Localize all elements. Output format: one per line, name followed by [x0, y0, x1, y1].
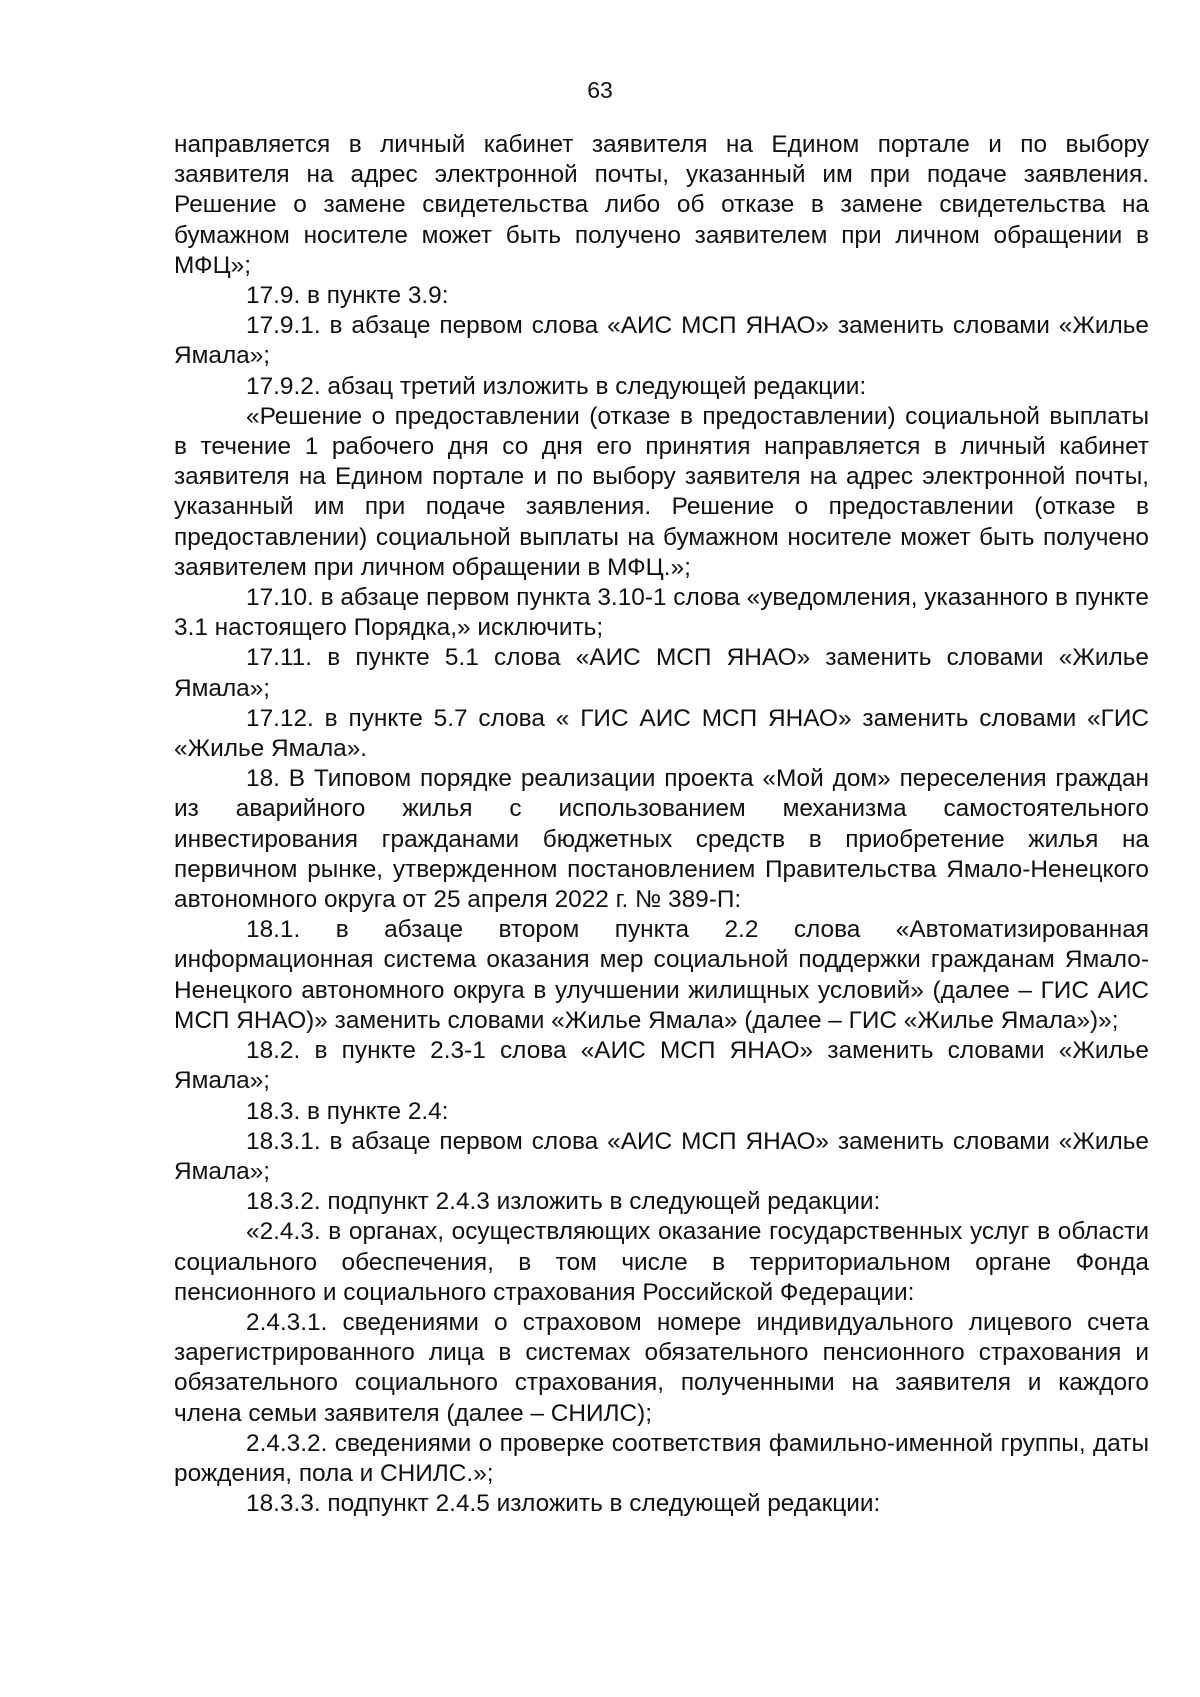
paragraph-17-11: 17.11. в пункте 5.1 слова «АИС МСП ЯНАО» заменить словами «Жилье Ямала»; — [174, 644, 1149, 702]
paragraph-18-3-2: 18.3.2. подпункт 2.4.3 изложить в следующей редакции: — [246, 1188, 881, 1216]
paragraph-17-9-1: 17.9.1. в абзаце первом слова «АИС МСП ЯНАО» заменить словами «Жилье Ямала»; — [174, 312, 1149, 370]
paragraph-2-4-3-1: 2.4.3.1. сведениями о страховом номере индивидуального лицевого счета зарегистрированного лица в системах обязательного пенсионного страхования и обязательного социального страхования, полученными на заявителя и каждого члена семьи заявителя (далее – СНИЛС); — [174, 1308, 1149, 1427]
paragraph-17-10: 17.10. в абзаце первом пункта 3.10-1 слова «уведомления, указанного в пункте 3.1 настоящего Порядка,» исключить; — [174, 584, 1149, 642]
page-number: 63 — [587, 77, 613, 103]
paragraph-17-9-2: 17.9.2. абзац третий изложить в следующей редакции: — [246, 372, 867, 400]
paragraph-2-4-3-2: 2.4.3.2. сведениями о проверке соответствия фамильно-именной группы, даты рождения, пола и СНИЛС.»; — [174, 1429, 1149, 1487]
document-body — [174, 130, 1149, 1519]
paragraph-18-3-1: 18.3.1. в абзаце первом слова «АИС МСП ЯНАО» заменить словами «Жилье Ямала»; — [174, 1127, 1149, 1185]
paragraph-18: 18. В Типовом порядке реализации проекта «Мой дом» переселения граждан из аварийного жилья с использованием механизма самостоятельного инвестирования гражданами бюджетных средств в приобретение жилья на первичном рынке, утвержденном постановлением Правительства Ямало-Ненецкого автономного округа от 25 апреля 2022 г. № 389-П: — [174, 765, 1149, 914]
paragraph-18-3: 18.3. в пункте 2.4: — [246, 1097, 449, 1125]
paragraph-17-12: 17.12. в пункте 5.7 слова « ГИС АИС МСП ЯНАО» заменить словами «ГИС «Жилье Ямала». — [174, 704, 1149, 763]
paragraph-17-9: 17.9. в пункте 3.9: — [246, 282, 449, 310]
paragraph-quoted-decision: «Решение о предоставлении (отказе в предоставлении) социальной выплаты в течение 1 рабочего дня со дня его принятия направляется в личный кабинет заявителя на Едином портале и по выбору заявителя на адрес электронной почты, указанный им при подаче заявления. Решение о предоставлении (отказе в предоставлении) социальной выплаты на бумажном носителе может быть получено заявителем при личном обращении в МФЦ.»; — [174, 402, 1149, 581]
paragraph-18-1: 18.1. в абзаце втором пункта 2.2 слова «Автоматизированная информационная система оказания мер социальной поддержки гражданам Ямало-Ненецкого автономного округа в улучшении жилищных условий» (далее – ГИС АИС МСП ЯНАО)» заменить словами «Жилье Ямала» (далее – ГИС «Жилье Ямала»)»; — [174, 916, 1149, 1034]
paragraph-2-4-3: «2.4.3. в органах, осуществляющих оказание государственных услуг в области социального обеспечения, в том числе в территориальном органе Фонда пенсионного и социального страхования Российской Федерации: — [174, 1218, 1149, 1306]
paragraph-continuation: направляется в личный кабинет заявителя на Едином портале и по выбору заявителя на адрес электронной почты, указанный им при подаче заявления. Решение о замене свидетельства либо об отказе в замене свидетельства на бумажном носителе может быть получено заявителем при личном обращении в МФЦ»; — [174, 131, 1149, 279]
paragraph-18-2: 18.2. в пункте 2.3-1 слова «АИС МСП ЯНАО» заменить словами «Жилье Ямала»; — [174, 1037, 1149, 1095]
paragraph-18-3-3: 18.3.3. подпункт 2.4.5 изложить в следующей редакции: — [246, 1490, 881, 1518]
